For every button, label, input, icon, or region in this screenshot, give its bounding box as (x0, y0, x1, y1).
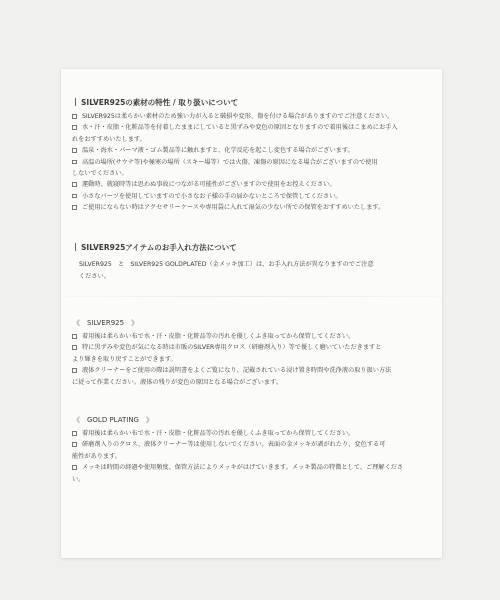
care-method-intro: SILVER925 と SILVER925 GOLDPLATED（金メッキ加工）は、お手入れ方法が異なりますのでご注意 ください。 (79, 261, 374, 280)
list-item-continuation: に従って作業ください。液体の残りが変色の原因となる場合がございます。 (72, 378, 282, 386)
list-item-continuation: しないでください。 (72, 170, 128, 178)
list-item-continuation: より輝きを取り戻すことができます。 (72, 355, 177, 363)
gold-plating-care-list (72, 428, 434, 485)
silver925-subheading: 《 SILVER925 》 (73, 319, 139, 327)
list-item-continuation: 能性があります。 (72, 452, 122, 460)
heading-bar-icon (75, 98, 76, 106)
list-item: 高温の場所(サウナ等)や極寒の場所（スキー場等）では火傷、凍傷の原因になる場合がございますので使用 (72, 157, 434, 168)
section-heading-silver925-properties: SILVER925の素材の特性 / 取り扱いについて (75, 97, 238, 108)
properties-list (72, 111, 434, 214)
list-item: 研磨剤入りのクロス、液体クリーナー等は使用しないでください。表面の金メッキが剥がれたり、変色する可 (72, 439, 434, 450)
list-item: 小さなパーツを使用していますので小さなお子様の手の届かないところで保管してください。 (72, 191, 434, 202)
list-item: 特に黒ずみや変色が気になる時は市販のSILVER専用クロス（研磨剤入り）等で優しく磨いていただきますと (72, 342, 434, 353)
list-item: メッキは時間の経過や使用頻度、保管方法によりメッキがはげていきます。メッキ製品の特徴として、ご理解くださ (72, 462, 434, 473)
list-item: ご使用にならない時はアクセサリーケースや専用袋に入れて湿気の少ない所での保管をおすすめいたします。 (72, 202, 434, 213)
list-item: SILVER925は柔らかい素材のため強い力が入ると破損や変形、傷を付ける場合がありますのでご注意ください。 (72, 111, 434, 122)
care-instruction-card (61, 69, 442, 558)
list-item: 運動時、就寝時等は思わぬ事故につながる可能性がございますので使用をお控えください。 (72, 179, 434, 190)
section-heading-care-method: SILVER925アイテムのお手入れ方法について (75, 242, 237, 253)
list-item: 水・汗・皮脂・化粧品等を付着したままにしていると黒ずみや変色の原因となりますので着用後はこまめにお手入 (72, 122, 434, 133)
gold-plating-subheading: 《 GOLD PLATING 》 (73, 416, 153, 424)
list-item: 液体クリーナーをご使用の際は説明書をよくご覧になり、記載されている浸け置き時間や洗浄液の取り扱い方法 (72, 365, 434, 376)
list-item: 温泉・海水・パーマ液・ゴム製品等に触れますと、化学反応を起こし変色する場合がございます。 (72, 145, 434, 156)
list-item: 着用後は柔らかい布で水・汗・皮脂・化粧品等の汚れを優しくふき取ってから保管してください。 (72, 331, 434, 342)
card-fold-line (61, 296, 442, 297)
list-item-continuation: れをおすすめいたします。 (72, 135, 146, 143)
list-item-continuation: い。 (72, 475, 85, 483)
heading-bar-icon (75, 243, 76, 251)
silver925-care-list (72, 331, 434, 388)
list-item: 着用後は柔らかい布で水・汗・皮脂・化粧品等の汚れを優しくふき取ってから保管してください。 (72, 428, 434, 439)
